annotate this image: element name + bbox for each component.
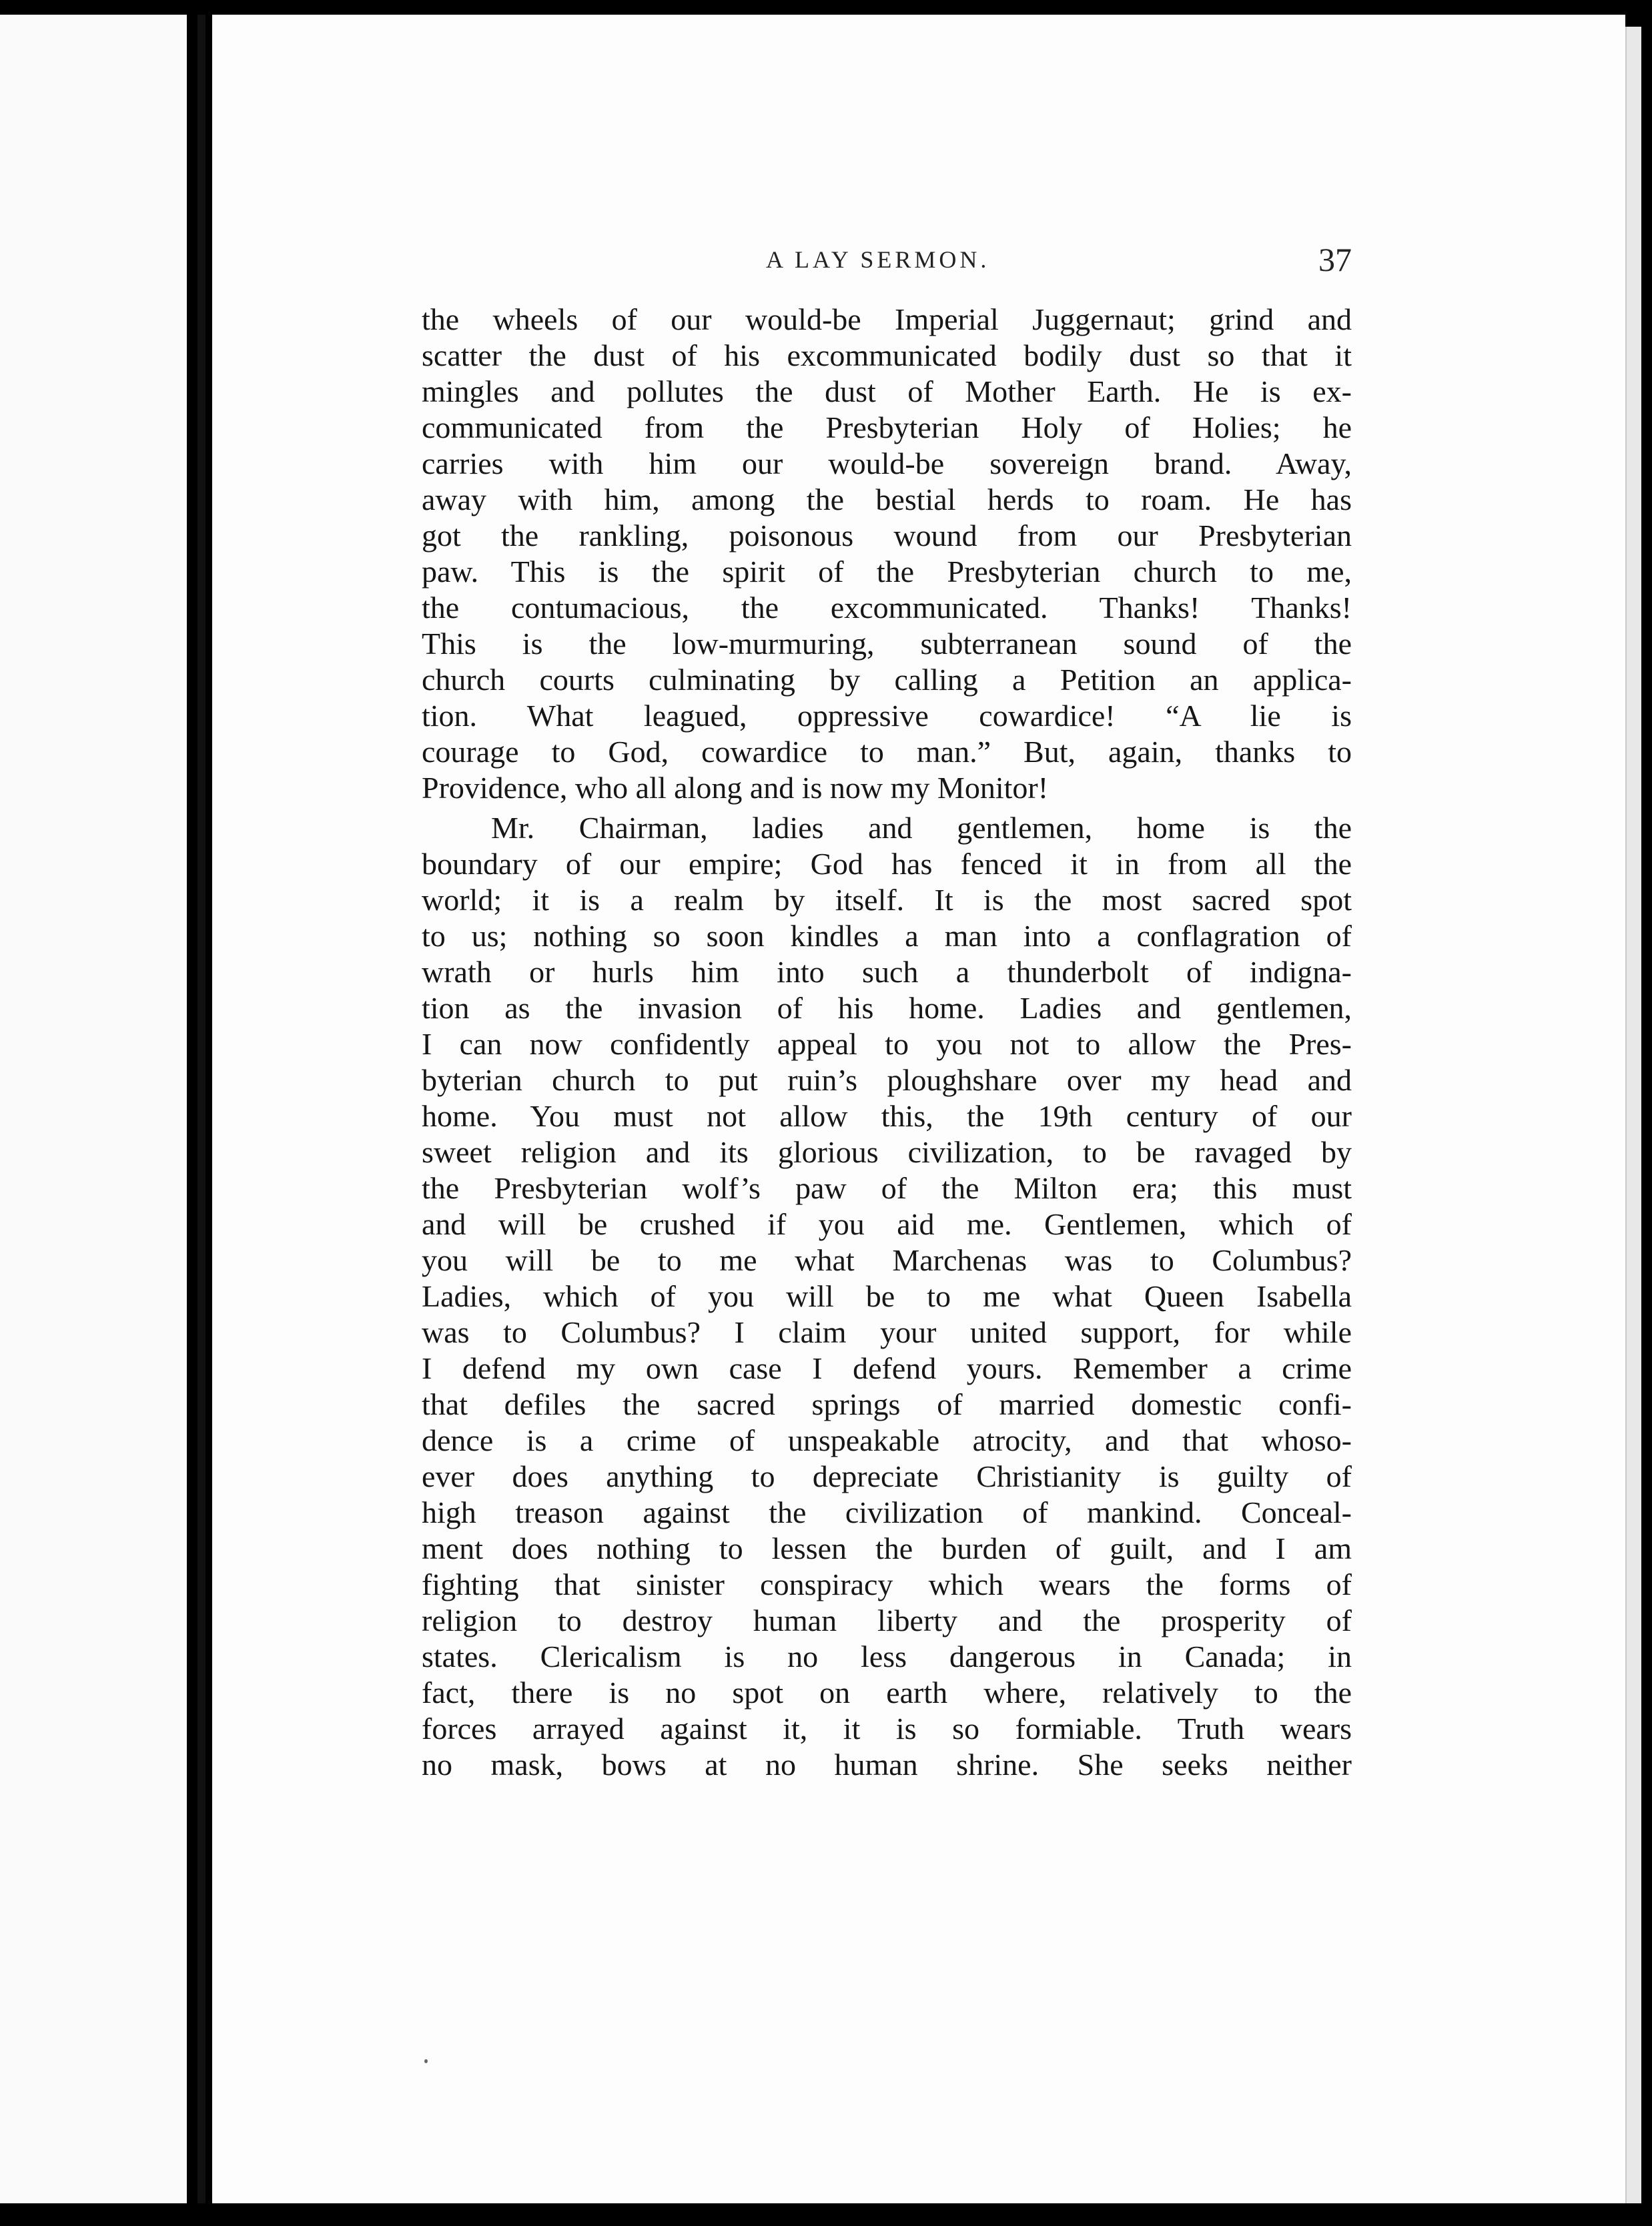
text-line: the wheels of our would-be Imperial Juggernaut; grind and bbox=[422, 302, 1352, 336]
text-line: no mask, bows at no human shrine. She seeks neither bbox=[422, 1748, 1352, 1782]
text-line: forces arrayed against it, it is so formiable. Truth wears bbox=[422, 1712, 1352, 1746]
text-line: wrath or hurls him into such a thunderbolt of indigna- bbox=[422, 955, 1352, 989]
text-line: Providence, who all along and is now my Monitor! bbox=[422, 771, 1049, 805]
text-line: church courts culminating by calling a Petition an applica- bbox=[422, 663, 1352, 697]
text-line: ment does nothing to lessen the burden of guilt, and I am bbox=[422, 1531, 1352, 1565]
text-line: fact, there is no spot on earth where, relatively to the bbox=[422, 1676, 1352, 1710]
text-line: you will be to me what Marchenas was to Columbus? bbox=[422, 1243, 1352, 1277]
text-line: ever does anything to depreciate Christianity is guilty of bbox=[422, 1459, 1352, 1493]
text-line: boundary of our empire; God has fenced it in from all the bbox=[422, 847, 1352, 881]
text-line: and will be crushed if you aid me. Gentlemen, which of bbox=[422, 1207, 1352, 1241]
text-line: home. You must not allow this, the 19th century of our bbox=[422, 1099, 1352, 1133]
text-line: high treason against the civilization of mankind. Conceal- bbox=[422, 1495, 1352, 1529]
text-line: byterian church to put ruin’s ploughshare over my head and bbox=[422, 1063, 1352, 1097]
text-line: to us; nothing so soon kindles a man into a conflagration of bbox=[422, 919, 1352, 953]
text-line: the contumacious, the excommunicated. Thanks! Thanks! bbox=[422, 591, 1352, 625]
text-line: paw. This is the spirit of the Presbyterian church to me, bbox=[422, 554, 1352, 589]
running-title: A LAY SERMON. bbox=[766, 246, 990, 273]
text-line: Ladies, which of you will be to me what Queen Isabella bbox=[422, 1279, 1352, 1313]
text-line: This is the low-murmuring, subterranean sound of the bbox=[422, 627, 1352, 661]
page-number: 37 bbox=[1318, 241, 1352, 278]
text-line: fighting that sinister conspiracy which wears the forms of bbox=[422, 1567, 1352, 1601]
text-line: I can now confidently appeal to you not to allow the Pres- bbox=[422, 1027, 1352, 1061]
text-line: mingles and pollutes the dust of Mother Earth. He is ex- bbox=[422, 374, 1352, 408]
page-edge bbox=[1625, 27, 1641, 2203]
paragraph bbox=[422, 810, 1352, 1783]
text-line: the Presbyterian wolf’s paw of the Milton era; this must bbox=[422, 1171, 1352, 1205]
text-line: courage to God, cowardice to man.” But, again, thanks to bbox=[422, 735, 1352, 769]
text-line: scatter the dust of his excommunicated bodily dust so that it bbox=[422, 338, 1352, 372]
scan-speck bbox=[424, 2059, 428, 2063]
text-line: tion as the invasion of his home. Ladies and gentlemen, bbox=[422, 991, 1352, 1025]
paragraph bbox=[422, 302, 1352, 806]
text-line: world; it is a realm by itself. It is the most sacred spot bbox=[422, 883, 1352, 917]
text-line: away with him, among the bestial herds to roam. He has bbox=[422, 482, 1352, 516]
text-line: got the rankling, poisonous wound from our Presbyterian bbox=[422, 518, 1352, 552]
text-line: tion. What leagued, oppressive cowardice! “A lie is bbox=[422, 699, 1352, 733]
text-line: Mr. Chairman, ladies and gentlemen, home is the bbox=[491, 811, 1352, 845]
text-line: sweet religion and its glorious civilization, to be ravaged by bbox=[422, 1135, 1352, 1169]
text-line: that defiles the sacred springs of married domestic confi- bbox=[422, 1387, 1352, 1421]
gutter-shadow bbox=[197, 15, 205, 2203]
text-line: states. Clericalism is no less dangerous in Canada; in bbox=[422, 1639, 1352, 1674]
text-line: carries with him our would-be sovereign brand. Away, bbox=[422, 446, 1352, 480]
text-line: dence is a crime of unspeakable atrocity, and that whoso- bbox=[422, 1423, 1352, 1457]
body-text bbox=[422, 302, 1352, 1783]
text-line: communicated from the Presbyterian Holy of Holies; he bbox=[422, 410, 1352, 444]
left-page-blank bbox=[0, 15, 187, 2203]
text-line: was to Columbus? I claim your united support, for while bbox=[422, 1315, 1352, 1349]
text-line: religion to destroy human liberty and the prosperity of bbox=[422, 1603, 1352, 1637]
text-line: I defend my own case I defend yours. Remember a crime bbox=[422, 1351, 1352, 1385]
